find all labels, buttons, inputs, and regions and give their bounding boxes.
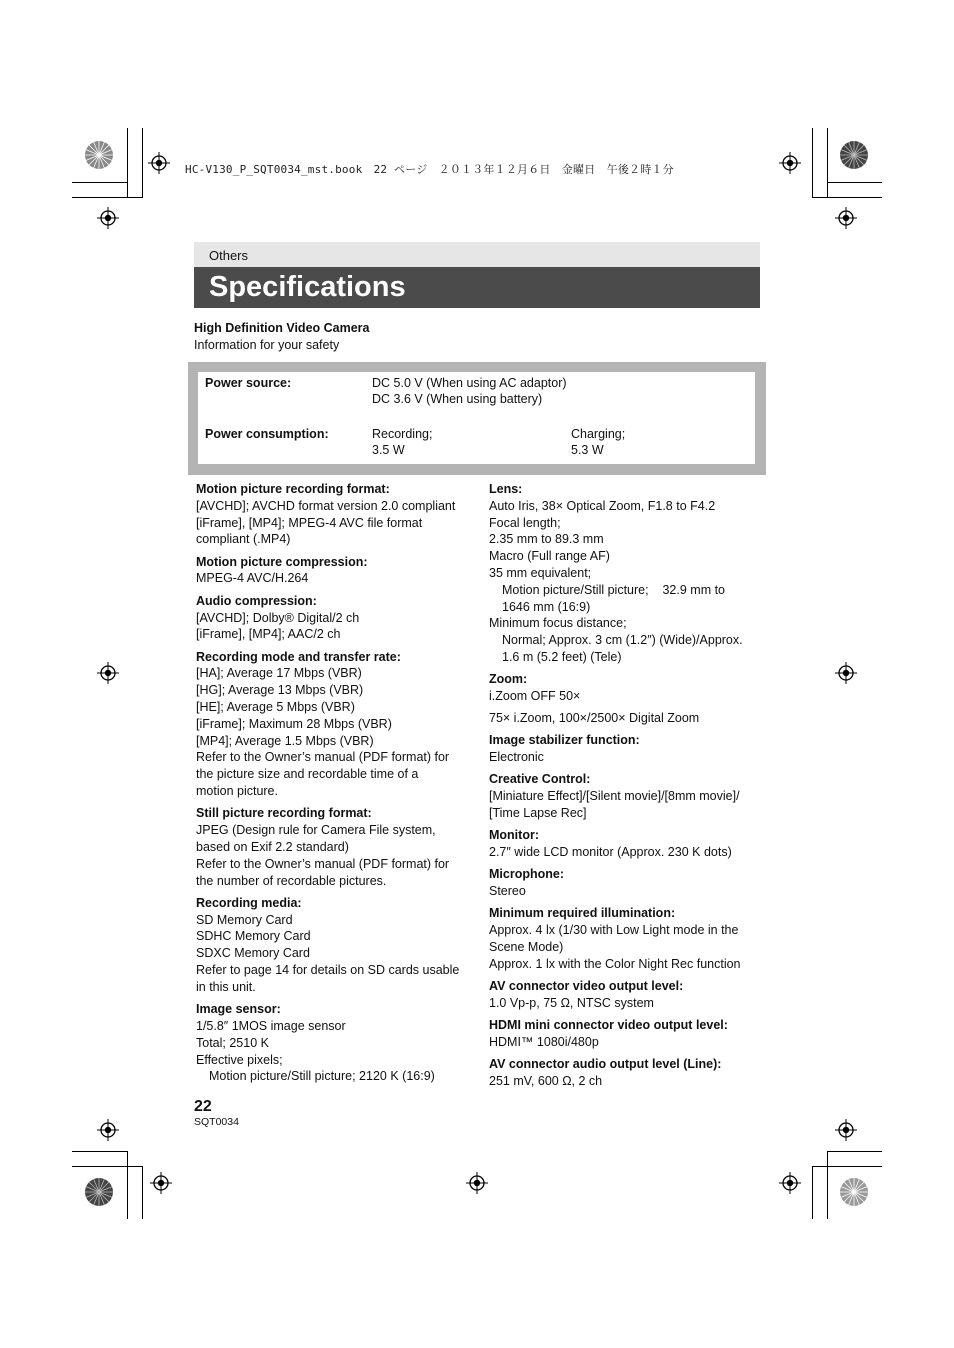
spec-line: Approx. 4 lx (1/30 with Low Light mode in the [489, 923, 739, 938]
spec-line: Stereo [489, 884, 526, 899]
spec-line: Refer to the Owner’s manual (PDF format) for [196, 856, 450, 871]
spec-zoom [489, 671, 759, 726]
spec-label: Minimum required illumination: [489, 906, 676, 921]
spec-line: [Time Lapse Rec] [489, 805, 587, 820]
spec-line: MPEG-4 AVC/H.264 [196, 571, 309, 586]
spec-av-audio-output [489, 1056, 759, 1090]
rosette-mark-icon [839, 140, 869, 170]
rosette-mark-icon [84, 1177, 114, 1207]
spec-line: Normal; Approx. 3 cm (1.2″) (Wide)/Approx. [502, 633, 743, 648]
spec-line: [HE]; Average 5 Mbps (VBR) [196, 700, 355, 715]
spec-line: Motion picture/Still picture; 2120 K (16:9) [209, 1069, 435, 1084]
spec-label: Still picture recording format: [196, 806, 372, 821]
spec-microphone [489, 866, 759, 900]
spec-audio-compression [196, 593, 471, 643]
spec-line: 2.7″ wide LCD monitor (Approx. 230 K dots) [489, 844, 732, 859]
spec-line: 1.6 m (5.2 feet) (Tele) [502, 649, 622, 664]
spec-label: Motion picture recording format: [196, 482, 390, 496]
spec-line: in this unit. [196, 979, 256, 994]
spec-image-sensor [196, 1001, 471, 1085]
spec-line: Auto Iris, 38× Optical Zoom, F1.8 to F4.2 [489, 498, 716, 513]
charging-label: Charging; [571, 427, 626, 441]
registration-mark-icon [835, 662, 857, 684]
registration-mark-icon [150, 1172, 172, 1194]
spec-line: Macro (Full range AF) [489, 549, 610, 564]
spec-monitor [489, 827, 759, 861]
spec-still-picture-format [196, 805, 471, 889]
rosette-mark-icon [839, 1177, 869, 1207]
spec-line: SDHC Memory Card [196, 929, 311, 944]
section-band [194, 242, 760, 267]
spec-line: [MP4]; Average 1.5 Mbps (VBR) [196, 733, 374, 748]
spec-line: 2.35 mm to 89.3 mm [489, 532, 604, 547]
recording-value: 3.5 W [372, 443, 405, 457]
power-consumption-label: Power consumption: [205, 427, 329, 441]
spec-line: 35 mm equivalent; [489, 565, 592, 580]
spec-label: Recording mode and transfer rate: [196, 649, 401, 664]
spec-line: Refer to the Owner’s manual (PDF format) for [196, 750, 450, 765]
registration-mark-icon [97, 207, 119, 229]
spec-creative-control [489, 771, 759, 821]
spec-line: 1646 mm (16:9) [502, 599, 591, 614]
registration-mark-icon [466, 1172, 488, 1194]
spec-line: [Miniature Effect]/[Silent movie]/[8mm movie]/ [489, 789, 740, 804]
spec-line: Focal length; [489, 515, 561, 530]
recording-label: Recording; [372, 427, 433, 441]
spec-line: compliant (.MP4) [196, 532, 291, 547]
spec-label: AV connector audio output level (Line): [489, 1057, 722, 1072]
spec-image-stabilizer [489, 732, 759, 766]
spec-column-right [489, 481, 759, 1095]
spec-line: Motion picture/Still picture; 32.9 mm to [502, 582, 726, 597]
spec-line: Refer to page 14 for details on SD cards usable [196, 963, 460, 978]
registration-mark-icon [779, 152, 801, 174]
rosette-mark-icon [84, 140, 114, 170]
spec-line: JPEG (Design rule for Camera File system, [196, 823, 436, 838]
power-source-label: Power source: [205, 376, 292, 390]
spec-lens [489, 481, 759, 666]
spec-line: Effective pixels; [196, 1052, 283, 1067]
spec-line: Total; 2510 K [196, 1035, 269, 1050]
spec-line: based on Exif 2.2 standard) [196, 839, 349, 854]
spec-line: Minimum focus distance; [489, 616, 627, 631]
spec-line: motion picture. [196, 784, 278, 799]
spec-line: 251 mV, 600 Ω, 2 ch [489, 1074, 603, 1088]
spec-min-illumination [489, 905, 759, 972]
charging-value: 5.3 W [571, 443, 604, 457]
spec-label: AV connector video output level: [489, 979, 684, 994]
spec-line: [HG]; Average 13 Mbps (VBR) [196, 683, 364, 698]
spec-line: 1/5.8″ 1MOS image sensor [196, 1018, 346, 1033]
spec-line: [AVCHD]; AVCHD format version 2.0 compliant [196, 498, 456, 513]
spec-line: SDXC Memory Card [196, 946, 310, 961]
spec-label: Motion picture compression: [196, 554, 368, 569]
spec-line: [AVCHD]; Dolby® Digital/2 ch [196, 610, 360, 625]
spec-label: Image stabilizer function: [489, 733, 640, 748]
spec-label: Zoom: [489, 672, 528, 687]
spec-recording-media [196, 895, 471, 996]
spec-line: [iFrame]; Maximum 28 Mbps (VBR) [196, 716, 392, 731]
spec-label: Image sensor: [196, 1002, 281, 1017]
spec-label: Creative Control: [489, 772, 591, 787]
product-heading: High Definition Video Camera [194, 321, 370, 335]
spec-recording-mode [196, 649, 471, 800]
spec-line: i.Zoom OFF 50× [489, 689, 581, 704]
spec-label: Monitor: [489, 828, 539, 843]
spec-line: Approx. 1 lx with the Color Night Rec function [489, 956, 741, 971]
spec-line: SD Memory Card [196, 912, 293, 927]
spec-motion-picture-compression [196, 554, 471, 588]
spec-column-left [196, 481, 471, 1091]
spec-label: Recording media: [196, 895, 302, 910]
registration-mark-icon [779, 1172, 801, 1194]
spec-av-video-output [489, 978, 759, 1012]
spec-line: [iFrame], [MP4]; MPEG-4 AVC file format [196, 515, 423, 530]
registration-mark-icon [835, 1119, 857, 1141]
spec-line: 1.0 Vp-p, 75 Ω, NTSC system [489, 995, 654, 1010]
power-source-line: DC 5.0 V (When using AC adaptor) [372, 376, 567, 390]
spec-line: Electronic [489, 749, 544, 764]
spec-line: Scene Mode) [489, 939, 564, 954]
registration-mark-icon [97, 1119, 119, 1141]
spec-line: [HA]; Average 17 Mbps (VBR) [196, 666, 362, 681]
section-label: Others [209, 248, 249, 263]
registration-mark-icon [97, 662, 119, 684]
spec-label: Audio compression: [196, 593, 317, 608]
registration-mark-icon [835, 207, 857, 229]
spec-line: HDMI™ 1080i/480p [489, 1034, 599, 1049]
page-number: 22 [194, 1098, 212, 1115]
safety-note: Information for your safety [194, 338, 340, 352]
spec-line: [iFrame], [MP4]; AAC/2 ch [196, 627, 341, 642]
power-source-line: DC 3.6 V (When using battery) [372, 392, 543, 406]
spec-line: the picture size and recordable time of a [196, 767, 419, 782]
spec-label: Lens: [489, 482, 523, 496]
print-header: HC-V130_P_SQT0034_mst.book 22 ページ ２０１３年１２月６日 金曜日 午後２時１分 [185, 163, 674, 176]
spec-motion-picture-format [196, 481, 471, 548]
spec-hdmi-output [489, 1017, 759, 1051]
document-code: SQT0034 [194, 1116, 239, 1128]
spec-line: the number of recordable pictures. [196, 873, 387, 888]
page-title: Specifications [209, 271, 406, 303]
spec-label: Microphone: [489, 867, 564, 882]
registration-mark-icon [148, 152, 170, 174]
spec-label: HDMI mini connector video output level: [489, 1018, 728, 1033]
spec-line: 75× i.Zoom, 100×/2500× Digital Zoom [489, 710, 700, 725]
